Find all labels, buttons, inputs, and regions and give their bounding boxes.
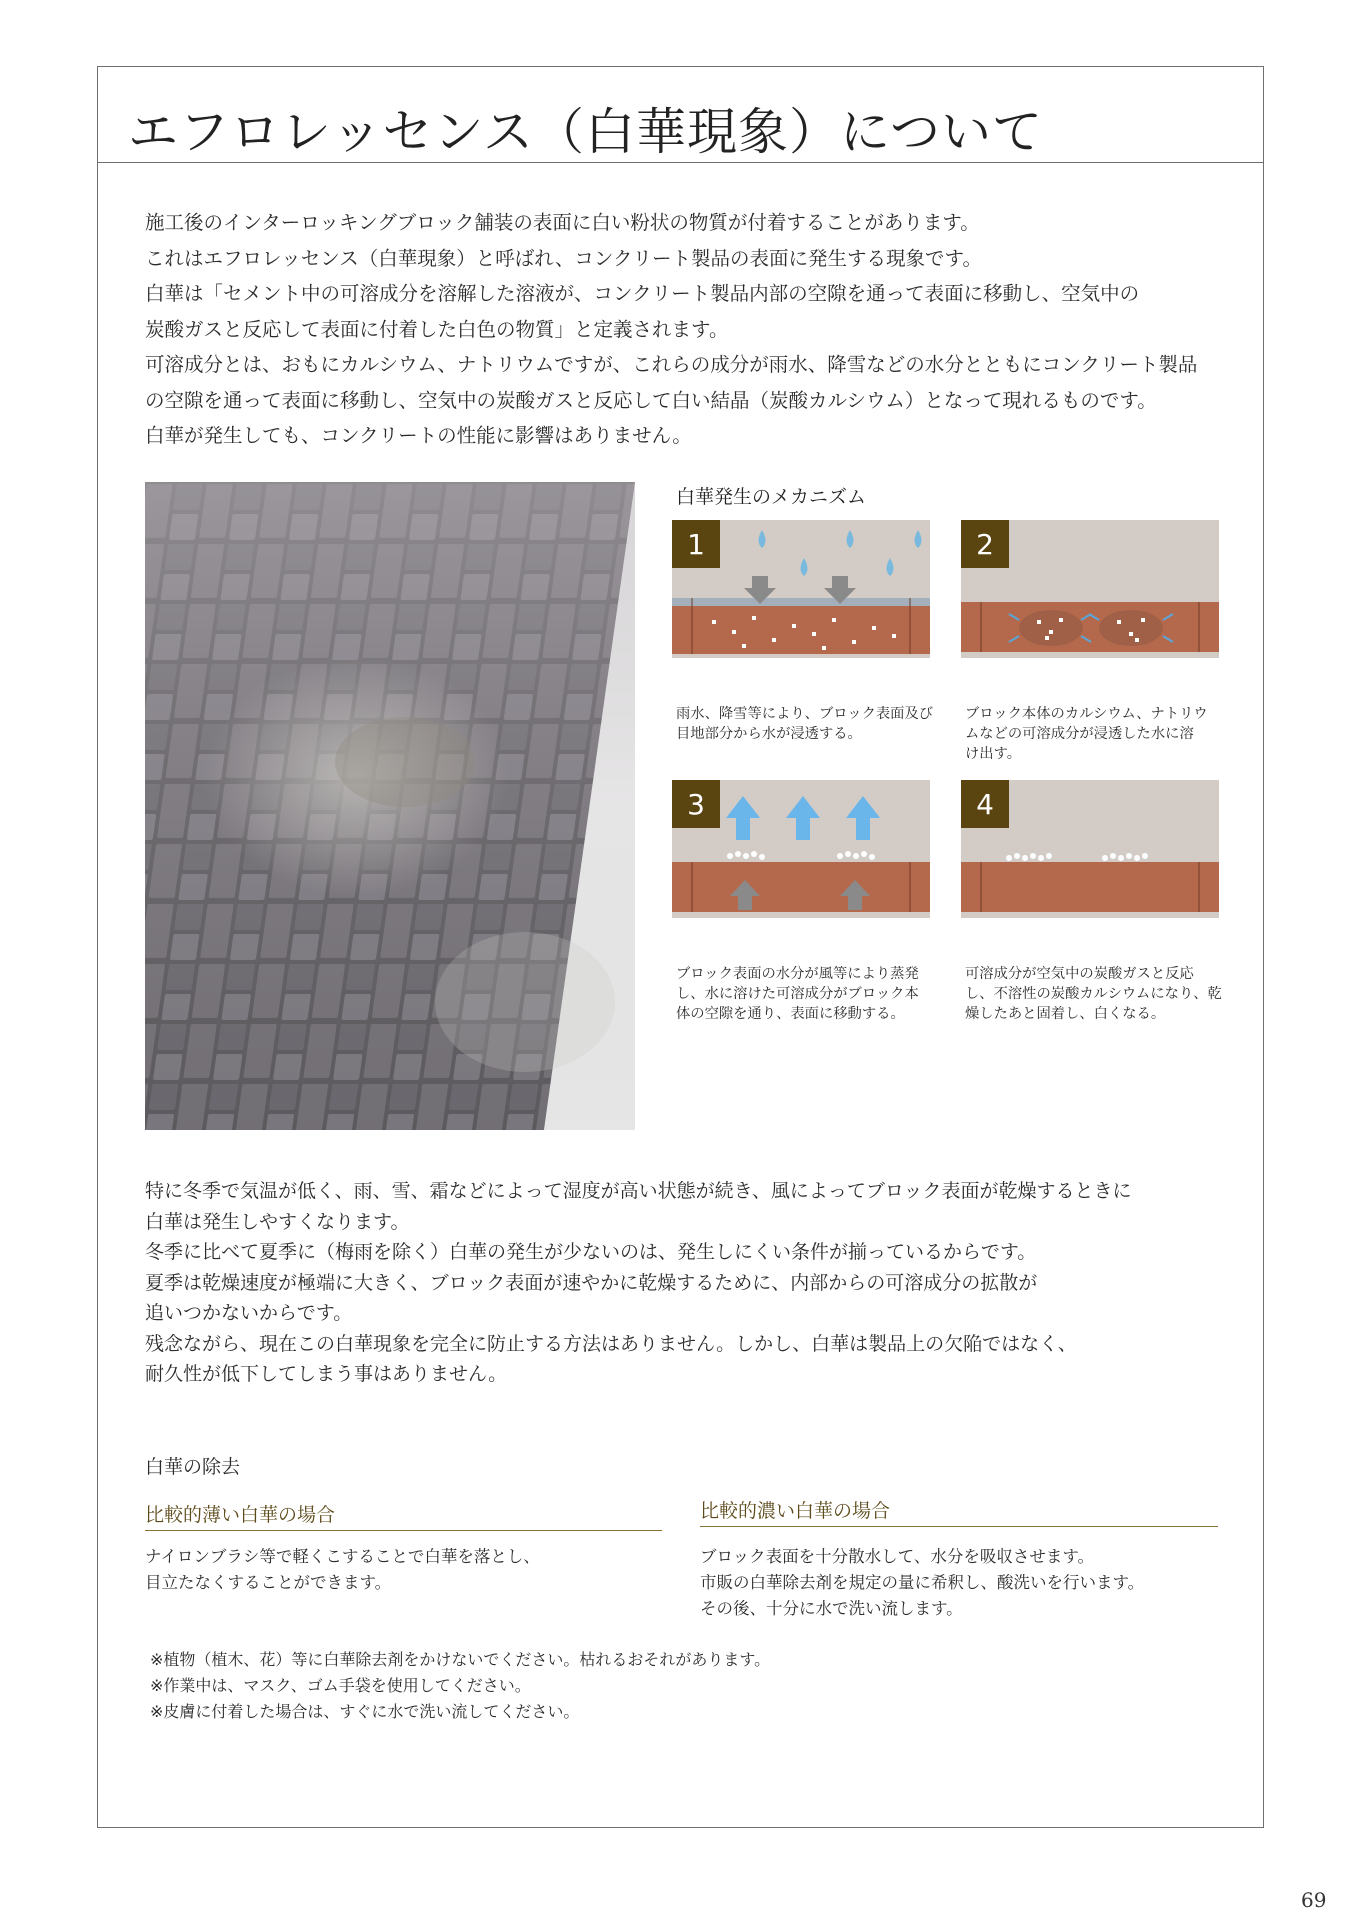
step-number-1: 1 bbox=[687, 528, 705, 561]
step-number-2: 2 bbox=[976, 528, 994, 561]
page-title: エフロレッセンス（白華現象）について bbox=[128, 103, 1043, 161]
intro-text: 施工後のインターロッキングブロック舗装の表面に白い粉状の物質が付着することがあります。 これはエフロレッセンス（白華現象）と呼ばれ、コンクリート製品の表面に発生する現象です。 白華は「セメント中の可溶成分を溶解した溶液が、コンクリート製品内部の空隙を通って表面に移動し、空気中の 炭酸ガスと反応して表面に付着した白色の物質」と定義されます。 可溶成分とは、おもにカルシウム、ナトリウムですが、これらの成分が雨水、降雪などの水分とともにコンクリート製品 の空隙を通って表面に移動し、空気中の炭酸ガスと反応して白い結晶（炭酸カルシウム）となって現れるものです。 白華が発生しても、コンクリートの性能に影響はありません。 bbox=[145, 211, 1198, 447]
light-title-rule bbox=[145, 1530, 662, 1531]
heavy-efflorescence-title: 比較的濃い白華の場合 bbox=[700, 1500, 891, 1522]
caution-notes: ※植物（植木、花）等に白華除去剤をかけないでください。枯れるおそれがあります。 ※作業中は、マスク、ゴム手袋を使用してください。 ※皮膚に付着した場合は、すぐに水で洗い流してください。 bbox=[150, 1650, 771, 1721]
mechanism-title: 白華発生のメカニズム bbox=[676, 486, 867, 508]
heavy-efflorescence-text: ブロック表面を十分散水して、水分を吸収させます。 市販の白華除去剤を規定の量に希釈し、酸洗いを行います。 その後、十分に水で洗い流します。 bbox=[700, 1547, 1145, 1618]
paving-photo bbox=[145, 482, 635, 1130]
mechanism-caption-2: ブロック本体のカルシウム、ナトリウ ムなどの可溶成分が浸透した水に溶 け出す。 bbox=[965, 706, 1208, 762]
mechanism-panel-4 bbox=[961, 780, 1219, 918]
mechanism-panel-1 bbox=[672, 520, 930, 658]
removal-heading: 白華の除去 bbox=[145, 1456, 241, 1478]
heavy-title-rule bbox=[700, 1526, 1218, 1527]
page-number: 69 bbox=[1301, 1888, 1327, 1912]
mechanism-caption-4: 可溶成分が空気中の炭酸ガスと反応 し、不溶性の炭酸カルシウムになり、乾 燥したあと固着し、白くなる。 bbox=[965, 966, 1222, 1022]
light-efflorescence-title: 比較的薄い白華の場合 bbox=[145, 1504, 336, 1526]
mechanism-caption-3: ブロック表面の水分が風等により蒸発 し、水に溶けた可溶成分がブロック本 体の空隙を通り、表面に移動する。 bbox=[676, 966, 919, 1022]
mechanism-panel-3 bbox=[672, 780, 930, 918]
detail-text: 特に冬季で気温が低く、雨、雪、霜などによって湿度が高い状態が続き、風によってブロック表面が乾燥するときに 白華は発生しやすくなります。 冬季に比べて夏季に（梅雨を除く）白華の発生が少ないのは、発生しにくい条件が揃っているからです。 夏季は乾燥速度が極端に大きく、ブロック表面が速やかに乾燥するために、内部からの可溶成分の拡散が 追いつかないからです。 残念ながら、現在この白華現象を完全に防止する方法はありません。しかし、白華は製品上の欠陥ではなく、 耐久性が低下してしまう事はありません。 bbox=[145, 1180, 1132, 1385]
light-efflorescence-text: ナイロンブラシ等で軽くこすることで白華を落とし、 目立たなくすることができます。 bbox=[145, 1547, 540, 1592]
step-number-3: 3 bbox=[687, 788, 705, 821]
mechanism-caption-1: 雨水、降雪等により、ブロック表面及び 目地部分から水が浸透する。 bbox=[676, 706, 934, 742]
mechanism-panel-2 bbox=[961, 520, 1219, 658]
step-number-4: 4 bbox=[976, 788, 994, 821]
